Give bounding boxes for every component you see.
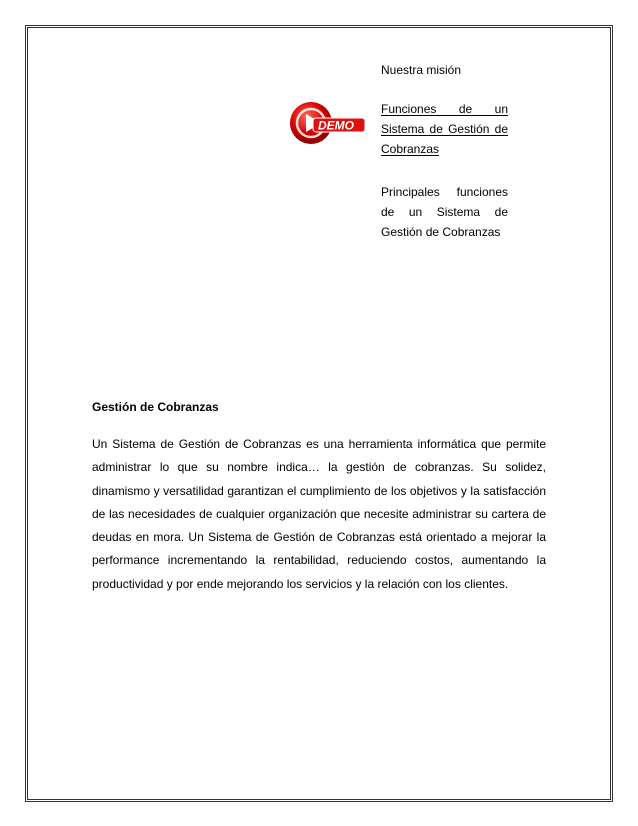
functions-link[interactable] bbox=[381, 99, 508, 159]
functions-link-label: Funciones de un Sistema de Gestión de Cobranzas bbox=[381, 102, 508, 156]
section-body: Un Sistema de Gestión de Cobranzas es una herramienta informática que permite administrar lo que su nombre indica… la gestión de cobranzas. Su solidez, dinamismo y versatilidad garantizan el cumplimiento de los objetivos y la satisfacción de las necesidades de cualquier organización que necesite administrar su cartera de deudas en mora. Un Sistema de Gestión de Cobranzas está orientado a mejorar la performance incrementando la rentabilidad, reduciendo costos, aumentando la productividad y por ende mejorando los servicios y la relación con los clientes. bbox=[92, 437, 546, 591]
mission-link-label: Nuestra misión bbox=[381, 63, 462, 77]
demo-logo bbox=[287, 97, 367, 149]
main-functions-text bbox=[381, 182, 508, 242]
main-functions-label: Principales funciones de un Sistema de Gestión de Cobranzas bbox=[381, 185, 508, 239]
section-title: Gestión de Cobranzas bbox=[92, 400, 219, 414]
mission-link[interactable] bbox=[381, 60, 508, 80]
logo-text: DEMO bbox=[318, 118, 354, 133]
